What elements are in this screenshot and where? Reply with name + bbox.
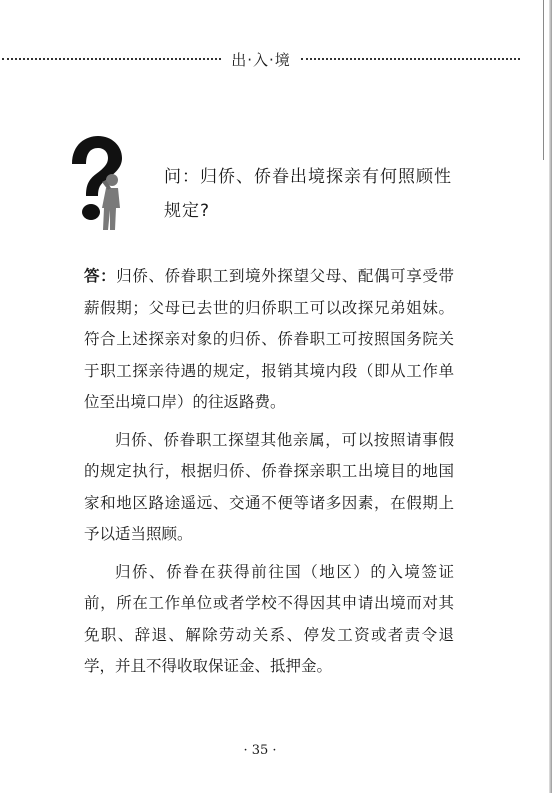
- answer-paragraph-3: 归侨、侨眷在获得前往国（地区）的入境签证前，所在工作单位或者学校不得因其申请出境而对其免职、辞退、解除劳动关系、停发工资或者责令退学，并且不得收取保证金、抵押金。: [84, 562, 454, 675]
- answer-paragraph-2: 归侨、侨眷职工探望其他亲属，可以按照请事假的规定执行，根据归侨、侨眷探亲职工出境目的地国家和地区路途遥远、交通不便等诸多因素，在假期上予以适当照顾。: [84, 430, 454, 543]
- answer-paragraph-1-text: 归侨、侨眷职工到境外探望父母、配偶可享受带薪假期；父母已去世的归侨职工可以改探兄弟姐妹。符合上述探亲对象的归侨、侨眷职工可按照国务院关于职工探亲待遇的规定，报销其境内段（即从工作单位至出境口岸）的往返路费。: [84, 267, 454, 411]
- answer-body: [84, 261, 454, 689]
- running-header: [0, 48, 520, 70]
- question-heading: 问：归侨、侨眷出境探亲有何照顾性规定?: [164, 167, 452, 221]
- page-number: · 35 ·: [243, 743, 277, 758]
- header-title: 出·入·境: [231, 50, 291, 69]
- header-dotted-rule-right: [301, 58, 520, 60]
- page-edge-shadow: [549, 0, 552, 793]
- answer-paragraph-1: [84, 261, 454, 419]
- question-mark-figure-icon: [64, 134, 134, 234]
- page-edge-line: [543, 0, 544, 160]
- answer-label: 答：: [84, 267, 117, 285]
- header-dotted-rule-left: [2, 58, 221, 60]
